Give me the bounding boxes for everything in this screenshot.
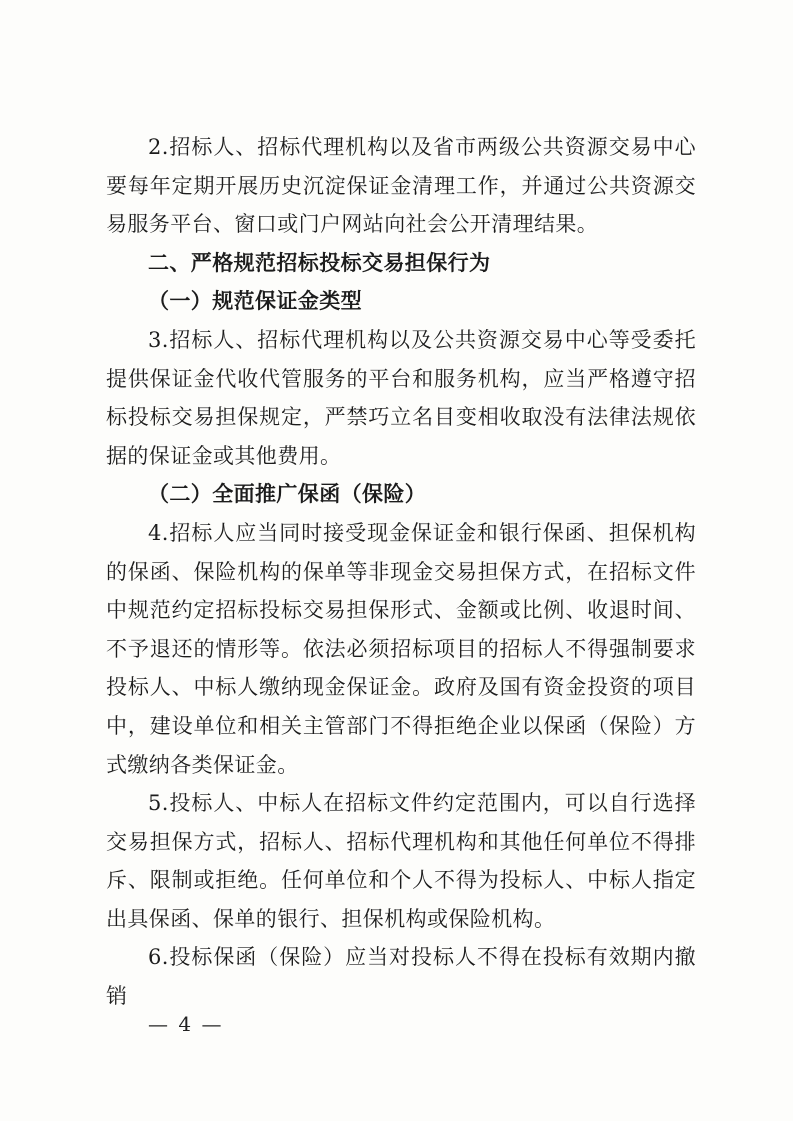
paragraph-2: 2.招标人、招标代理机构以及省市两级公共资源交易中心要每年定期开展历史沉淀保证金清理工作，并通过公共资源交易服务平台、窗口或门户网站向社会公开清理结果。 [106,135,696,237]
paragraph-6: 6.投标保函（保险）应当对投标人不得在投标有效期内撤销 [106,945,696,1009]
paragraph-5: 5.投标人、中标人在招标文件约定范围内，可以自行选择交易担保方式，招标人、招标代理机构和其他任何单位不得排斥、限制或拒绝。任何单位和个人不得为投标人、中标人指定出具保函、保单的银行、担保机构或保险机构。 [106,791,696,931]
paragraph-4: 4.招标人应当同时接受现金保证金和银行保函、担保机构的保函、保险机构的保单等非现金交易担保方式，在招标文件中规范约定招标投标交易担保形式、金额或比例、收退时间、不予退还的情形等。依法必须招标项目的招标人不得强制要求投标人、中标人缴纳现金保证金。政府及国有资金投资的项目中，建设单位和相关主管部门不得拒绝企业以保函（保险）方式缴纳各类保证金。 [106,520,696,777]
sub-heading-2: （二）全面推广保函（保险） [148,481,427,507]
page-number: — 4 — [148,1012,224,1036]
section-heading-2: 二、严格规范招标投标交易担保行为 [148,250,491,275]
body-text [106,128,696,1016]
sub-heading-1: （一）规范保证金类型 [148,288,362,314]
paragraph-3: 3.招标人、招标代理机构以及公共资源交易中心等受委托提供保证金代收代管服务的平台和服务机构，应当严格遵守招标投标交易担保规定，严禁巧立名目变相收取没有法律法规依据的保证金或其他费用。 [106,327,696,468]
